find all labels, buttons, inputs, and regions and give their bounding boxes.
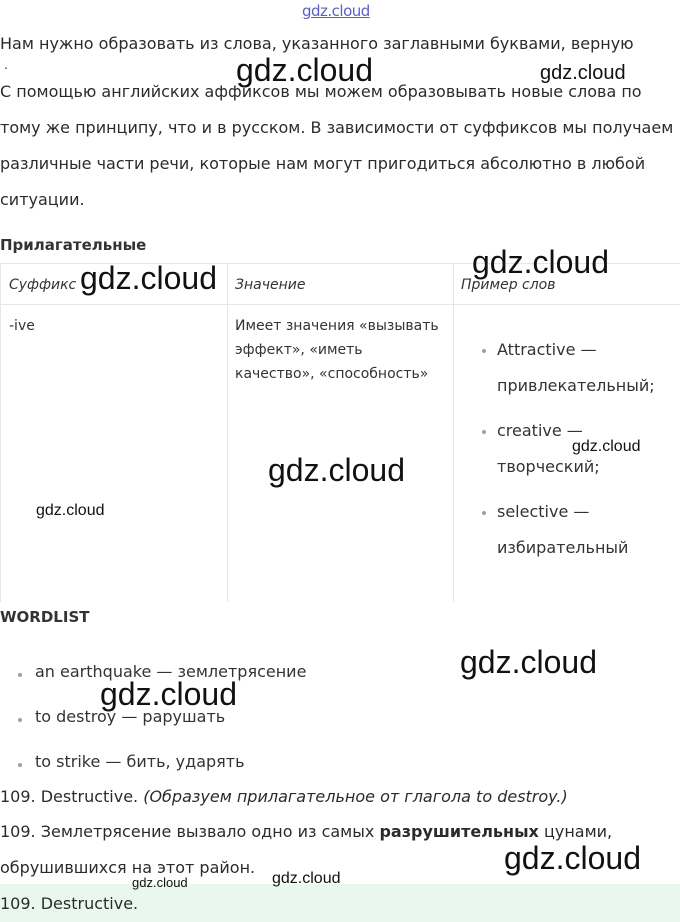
watermark: gdz.cloud [132, 875, 188, 890]
site-header-link[interactable]: gdz.cloud [302, 2, 370, 20]
wordlist-item: to strike — бить, ударять [35, 752, 245, 771]
intro-line-1: Нам нужно образовать из слова, указанного заглавными буквами, верную [0, 34, 634, 53]
intro-line-1b: . [4, 58, 8, 72]
watermark: gdz.cloud [80, 260, 217, 296]
table-cell-meaning: Имеет значения «вызывать [235, 318, 439, 334]
watermark: gdz.cloud [472, 244, 609, 280]
suffix-table [0, 263, 680, 602]
solution-line-2 [0, 822, 612, 841]
watermark: gdz.cloud [540, 62, 626, 84]
solution-text: цунами, [538, 822, 613, 841]
example-word: creative — [497, 421, 583, 440]
table-cell-meaning: эффект», «иметь [235, 342, 363, 358]
solution-note: (Образуем прилагательное от глагола to destroy.) [143, 787, 568, 806]
adjectives-heading: Прилагательные [0, 236, 147, 254]
intro-line-3: тому же принципу, что и в русском. В зависимости от суффиксов мы получаем [0, 118, 674, 137]
table-divider [453, 264, 454, 602]
example-translation: творческий; [497, 457, 600, 476]
table-cell-suffix: -ive [9, 318, 35, 334]
solution-line-3: обрушившихся на этот район. [0, 858, 256, 877]
wordlist-item: to destroy — рарушать [35, 707, 226, 726]
solution-text: 109. Землетрясение вызвало одно из самых [0, 822, 380, 841]
solution-line-1 [0, 787, 568, 806]
example-translation: привлекательный; [497, 376, 655, 395]
intro-line-5: ситуации. [0, 190, 85, 209]
bullet-dot [482, 349, 486, 353]
intro-line-2: С помощью английских аффиксов мы можем образовывать новые слова по [0, 82, 642, 101]
table-divider [227, 264, 228, 602]
column-header-meaning: Значение [235, 277, 306, 293]
bullet-dot [18, 673, 22, 677]
table-cell-meaning: качество», «способность» [235, 366, 429, 382]
wordlist-heading: WORDLIST [0, 608, 90, 626]
answer-text: 109. Destructive. [0, 894, 139, 913]
example-word: selective — [497, 502, 590, 521]
bullet-dot [18, 718, 22, 722]
watermark: gdz.cloud [460, 644, 597, 680]
table-divider [1, 304, 680, 305]
watermark: gdz.cloud [504, 840, 641, 876]
watermark: gdz.cloud [268, 452, 405, 488]
watermark: gdz.cloud [572, 438, 641, 455]
solution-number: 109. Destructive. [0, 787, 144, 806]
watermark: gdz.cloud [236, 52, 373, 88]
intro-line-4: различные части речи, которые нам могут пригодиться абсолютно в любой [0, 154, 646, 173]
column-header-examples: Пример слов [461, 277, 556, 293]
example-word: Attractive — [497, 340, 597, 359]
column-header-suffix: Суффикс [9, 277, 77, 293]
watermark: gdz.cloud [100, 676, 237, 712]
bullet-dot [482, 430, 486, 434]
watermark: gdz.cloud [36, 502, 105, 519]
bullet-dot [18, 763, 22, 767]
example-translation: избирательный [497, 538, 629, 557]
watermark: gdz.cloud [272, 870, 341, 887]
wordlist-item: an earthquake — землетрясение [35, 662, 307, 681]
solution-keyword: разрушительных [379, 822, 539, 841]
bullet-dot [482, 511, 486, 515]
